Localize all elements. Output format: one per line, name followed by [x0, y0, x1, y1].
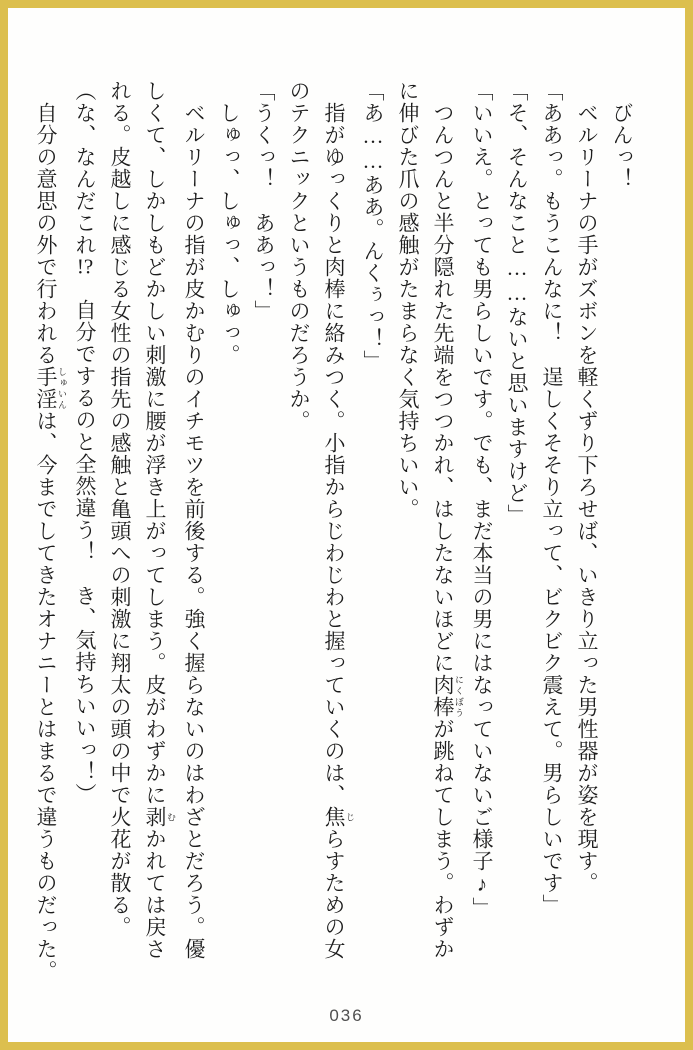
text-line: 自分の意思の外で行われる手淫 しゅいんは、今までしてきたオナニーとはまるで違うものだった。 [34, 80, 67, 982]
ruby-annotated-word: 焦 じ [322, 806, 355, 828]
text-line: に伸びた爪の感触がたまらなく気持ちいい。 [396, 80, 420, 520]
text-line: ベルリーナの手がズボンを軽くずり下ろせば、いきり立った男性器が姿を現す。 [575, 80, 599, 894]
text-line: 「ああっ。もうこんなに！ 逞しくそそり立って、ビクビク震えて。男らしいです」 [540, 80, 564, 916]
ruby-annotated-word: 肉棒 にくぼう [431, 674, 464, 718]
text-line: びんっ！ [610, 80, 634, 190]
text-line: 指がゆっくりと肉棒に絡みつく。小指からじわじわと握っていくのは、焦 じらすための女 [322, 80, 355, 960]
page-number: 036 [329, 1006, 364, 1025]
text-line: つんつんと半分隠れた先端をつつかれ、はしたないほどに肉棒 にくぼうが跳ねてしまう。わずか [431, 80, 464, 960]
text-block [28, 80, 639, 1002]
text-line: のテクニックというものだろうか。 [287, 80, 311, 432]
text-line: 「いいえ。とっても男らしいです。でも、まだ本当の男にはなっていないご様子♪」 [470, 80, 494, 919]
text-line: 「うくっ！ ああっ！」 [252, 80, 276, 322]
text-line: 「あ……ああ。んくぅっ！」 [361, 80, 385, 372]
ruby-annotated-word: 手淫 しゅいん [34, 366, 67, 410]
text-line: しゅっ、しゅっ、しゅっ。 [217, 80, 241, 366]
text-line: しくて、しかしもどかしい刺激に腰が浮き上がってしまう。皮がわずかに剥 むかれては戻さ [143, 80, 176, 960]
text-line: れる。皮越しに感じる女性の指先の感触と亀頭への刺激に翔太の頭の中で火花が散る。 [108, 80, 132, 938]
ruby-annotated-word: 剥 む [143, 806, 176, 828]
text-line: ベルリーナの指が皮かむりのイチモツを前後する。強く握らないのはわざとだろう。優 [182, 80, 206, 960]
text-line: （な、なんだこれ!? 自分でするのと全然違う！ き、気持ちいいっ！） [73, 80, 97, 805]
tate-chu-yoko: !? [76, 256, 94, 277]
text-line: 「そ、そんなこと……ないと思いますけど」 [505, 80, 529, 526]
